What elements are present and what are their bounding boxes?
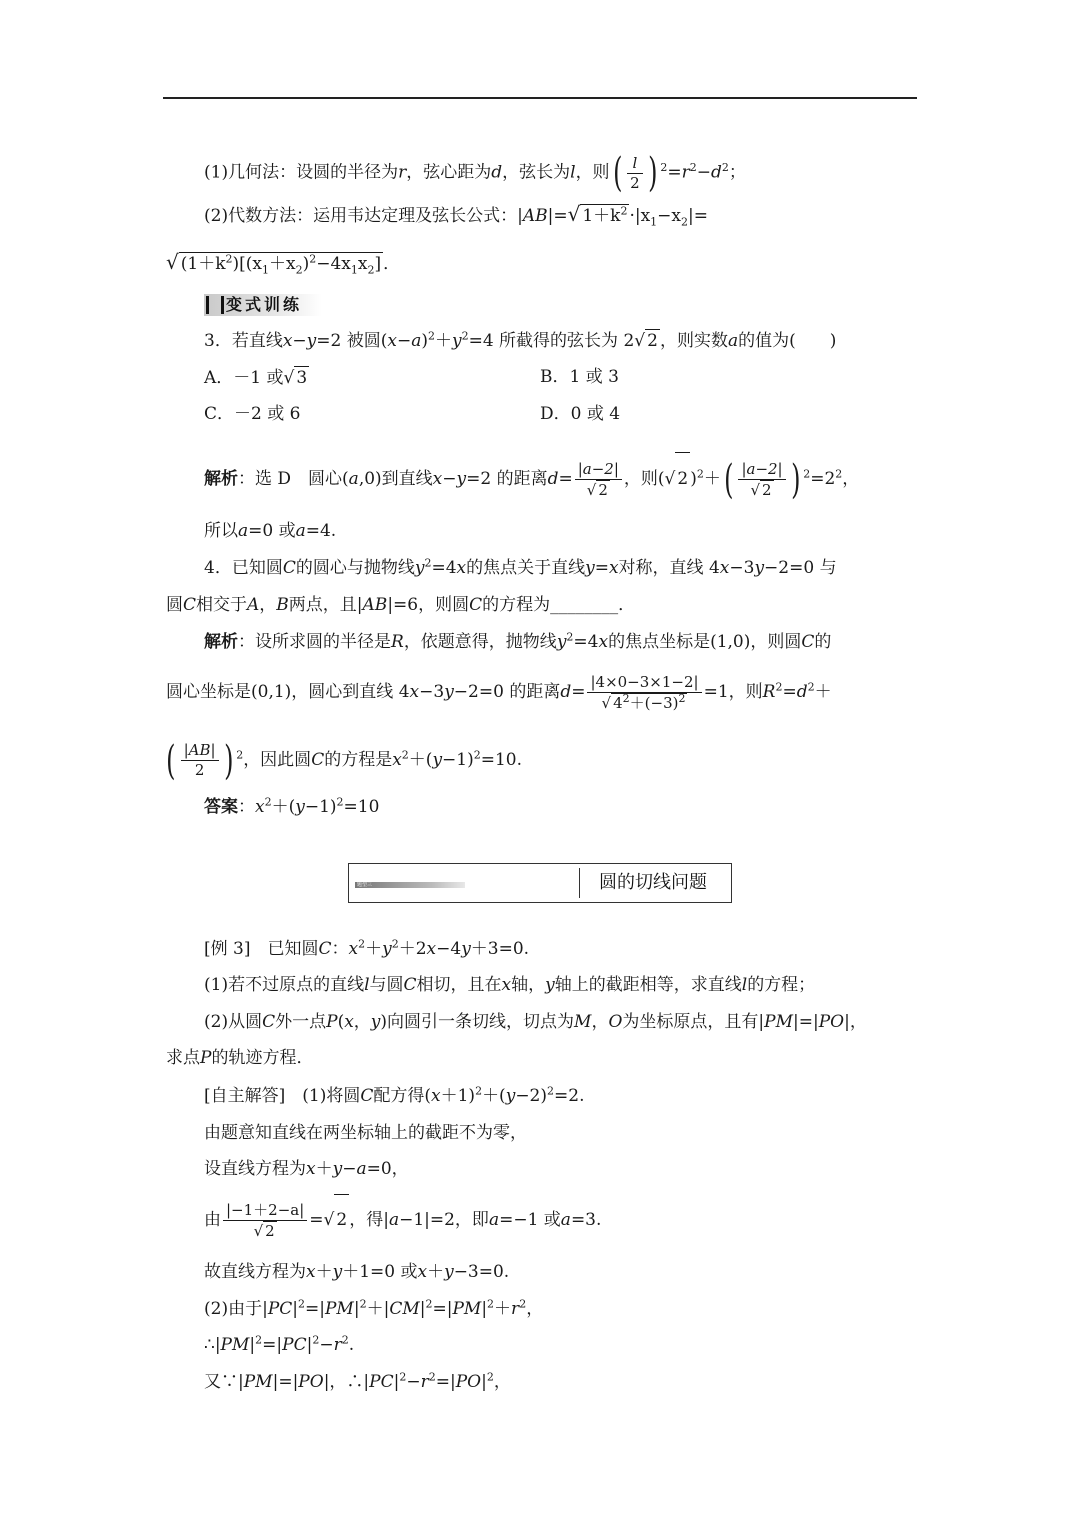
q3-option-a: A．－1 或√ 3: [204, 368, 308, 388]
topic-title: 圆的切线问题: [599, 872, 707, 893]
q3-option-c: C．－2 或 6: [204, 404, 301, 424]
q4-distance-fraction: $\frac{|4\times 0-3\times 1-2|}{√ 4^2+(-3)^2}$: [587, 673, 701, 713]
header-rule: [163, 97, 917, 99]
variant-training-header: 变式训练: [204, 294, 322, 316]
q3-option-b: B．1 或 3: [540, 367, 619, 387]
q4-answer: 答案：$x^2+(y-1)^2=10$: [204, 795, 380, 817]
q3-option-d: D．0 或 4: [540, 404, 621, 424]
q4-half-chord-fraction: $\frac{|AB|}{2}$: [181, 741, 219, 780]
topic-tag-area: [353, 868, 580, 898]
example3-part2-cont: 求点P的轨迹方程．: [166, 1048, 314, 1068]
q3-distance-fraction: $\frac{|a-2|}{√ 2}$: [575, 460, 622, 500]
q4-stem-line1: 4．已知圆C的圆心与抛物线$y^2=4x$的焦点关于直线y=x对称，直线 4x−3y−2=0 与: [204, 556, 837, 578]
answer-line3: 设直线方程为x＋y−a=0，: [204, 1159, 409, 1179]
example3-part2: (2)从圆C外一点P(x，y)向圆引一条切线，切点为M，O为坐标原点，且有|PM|=|PO|，: [204, 1012, 867, 1032]
method-geometric-line: (1)几何法：设圆的半径为r，弦心距为d，弦长为l，则( $\frac{l}{2}$ ) $^2=r^2-d^2$；: [204, 150, 746, 196]
answer-line1: [自主解答] (1)将圆C配方得$(x+1)^2+(y-2)^2=2$.: [204, 1084, 585, 1106]
answer-line6: (2)由于$|PC|^2=|PM|^2+|CM|^2=|PM|^2+r^2$，: [204, 1297, 544, 1319]
answer-distance-fraction: $\frac{|-1+2-a|}{√ 2}$: [223, 1201, 307, 1241]
answer-line7: $\therefore|PM|^2=|PC|^2-r^2$.: [204, 1333, 355, 1355]
q3-solution: 解析：选 D 圆心(a,0)到直线x−y=2 的距离d= $\frac{|a-2|}{√ 2}$ ，则(√ 2 )$^2$＋( $\frac{|a-2|}{√ 2}$ ) $^2=2^2$，: [204, 452, 859, 505]
section-marker-icon: [206, 296, 224, 314]
q4-stem-line2: 圆C相交于A，B两点，且|AB|=6，则圆C的方程为________．: [166, 595, 636, 615]
answer-line5: 故直线方程为x＋y＋1=0 或x＋y−3=0.: [204, 1262, 510, 1282]
q3-solution-conclusion: 所以a=0 或a=4.: [204, 521, 337, 541]
topic-heading-box: [348, 863, 732, 903]
example3-heading: [例 3] 已知圆C：$x^2+y^2+2x-4y+3=0$.: [204, 937, 530, 959]
q3-stem: 3．若直线x−y=2 被圆$(x-a)^2+y^2=4$ 所截得的弦长为 2√ 2 ，则实数a的值为( ): [204, 329, 837, 351]
answer-line8: 又∵|PM|=|PO|，$\therefore|PC|^2-r^2=|PO|^2$，: [204, 1370, 511, 1392]
half-chord-fraction: $\frac{l}{2}$: [627, 154, 643, 193]
topic-tag-label: 题型三: [357, 882, 373, 888]
q4-solution-line2: 圆心坐标是(0,1)，圆心到直线 4x−3y−2=0 的距离d= $\frac{|4\times 0-3\times 1-2|}{√ 4^2+(-3)^2}$ =1，则$R^2=d^2+$: [166, 672, 832, 712]
method-algebraic-line: (2)代数方法：运用韦达定理及弦长公式：|AB|=√ $1+k^2 \cdot|x_1-x_2|=$: [204, 202, 708, 229]
q4-solution-line1: 解析：设所求圆的半径是R，依题意得，抛物线$y^2=4x$的焦点坐标是(1,0)，则圆C的: [204, 630, 832, 652]
example3-part1: (1)若不过原点的直线l与圆C相切，且在x轴，y轴上的截距相等，求直线l的方程；: [204, 975, 816, 995]
answer-line2: 由题意知直线在两坐标轴上的截距不为零，: [204, 1123, 527, 1143]
answer-line4: 由 $\frac{|-1+2-a|}{√ 2}$ =√ 2 ，得|a−1|=2，即a=−1 或a=3.: [204, 1194, 601, 1245]
chord-formula-line: √ $(1+k^2)[(x_1+x_2)^2-4x_1x_2]$ ．: [166, 250, 401, 277]
q4-solution-line3: ( $\frac{|AB|}{2}$ ) $^2$，因此圆C的方程是$x^2+(y-1)^2=10$.: [166, 737, 523, 784]
